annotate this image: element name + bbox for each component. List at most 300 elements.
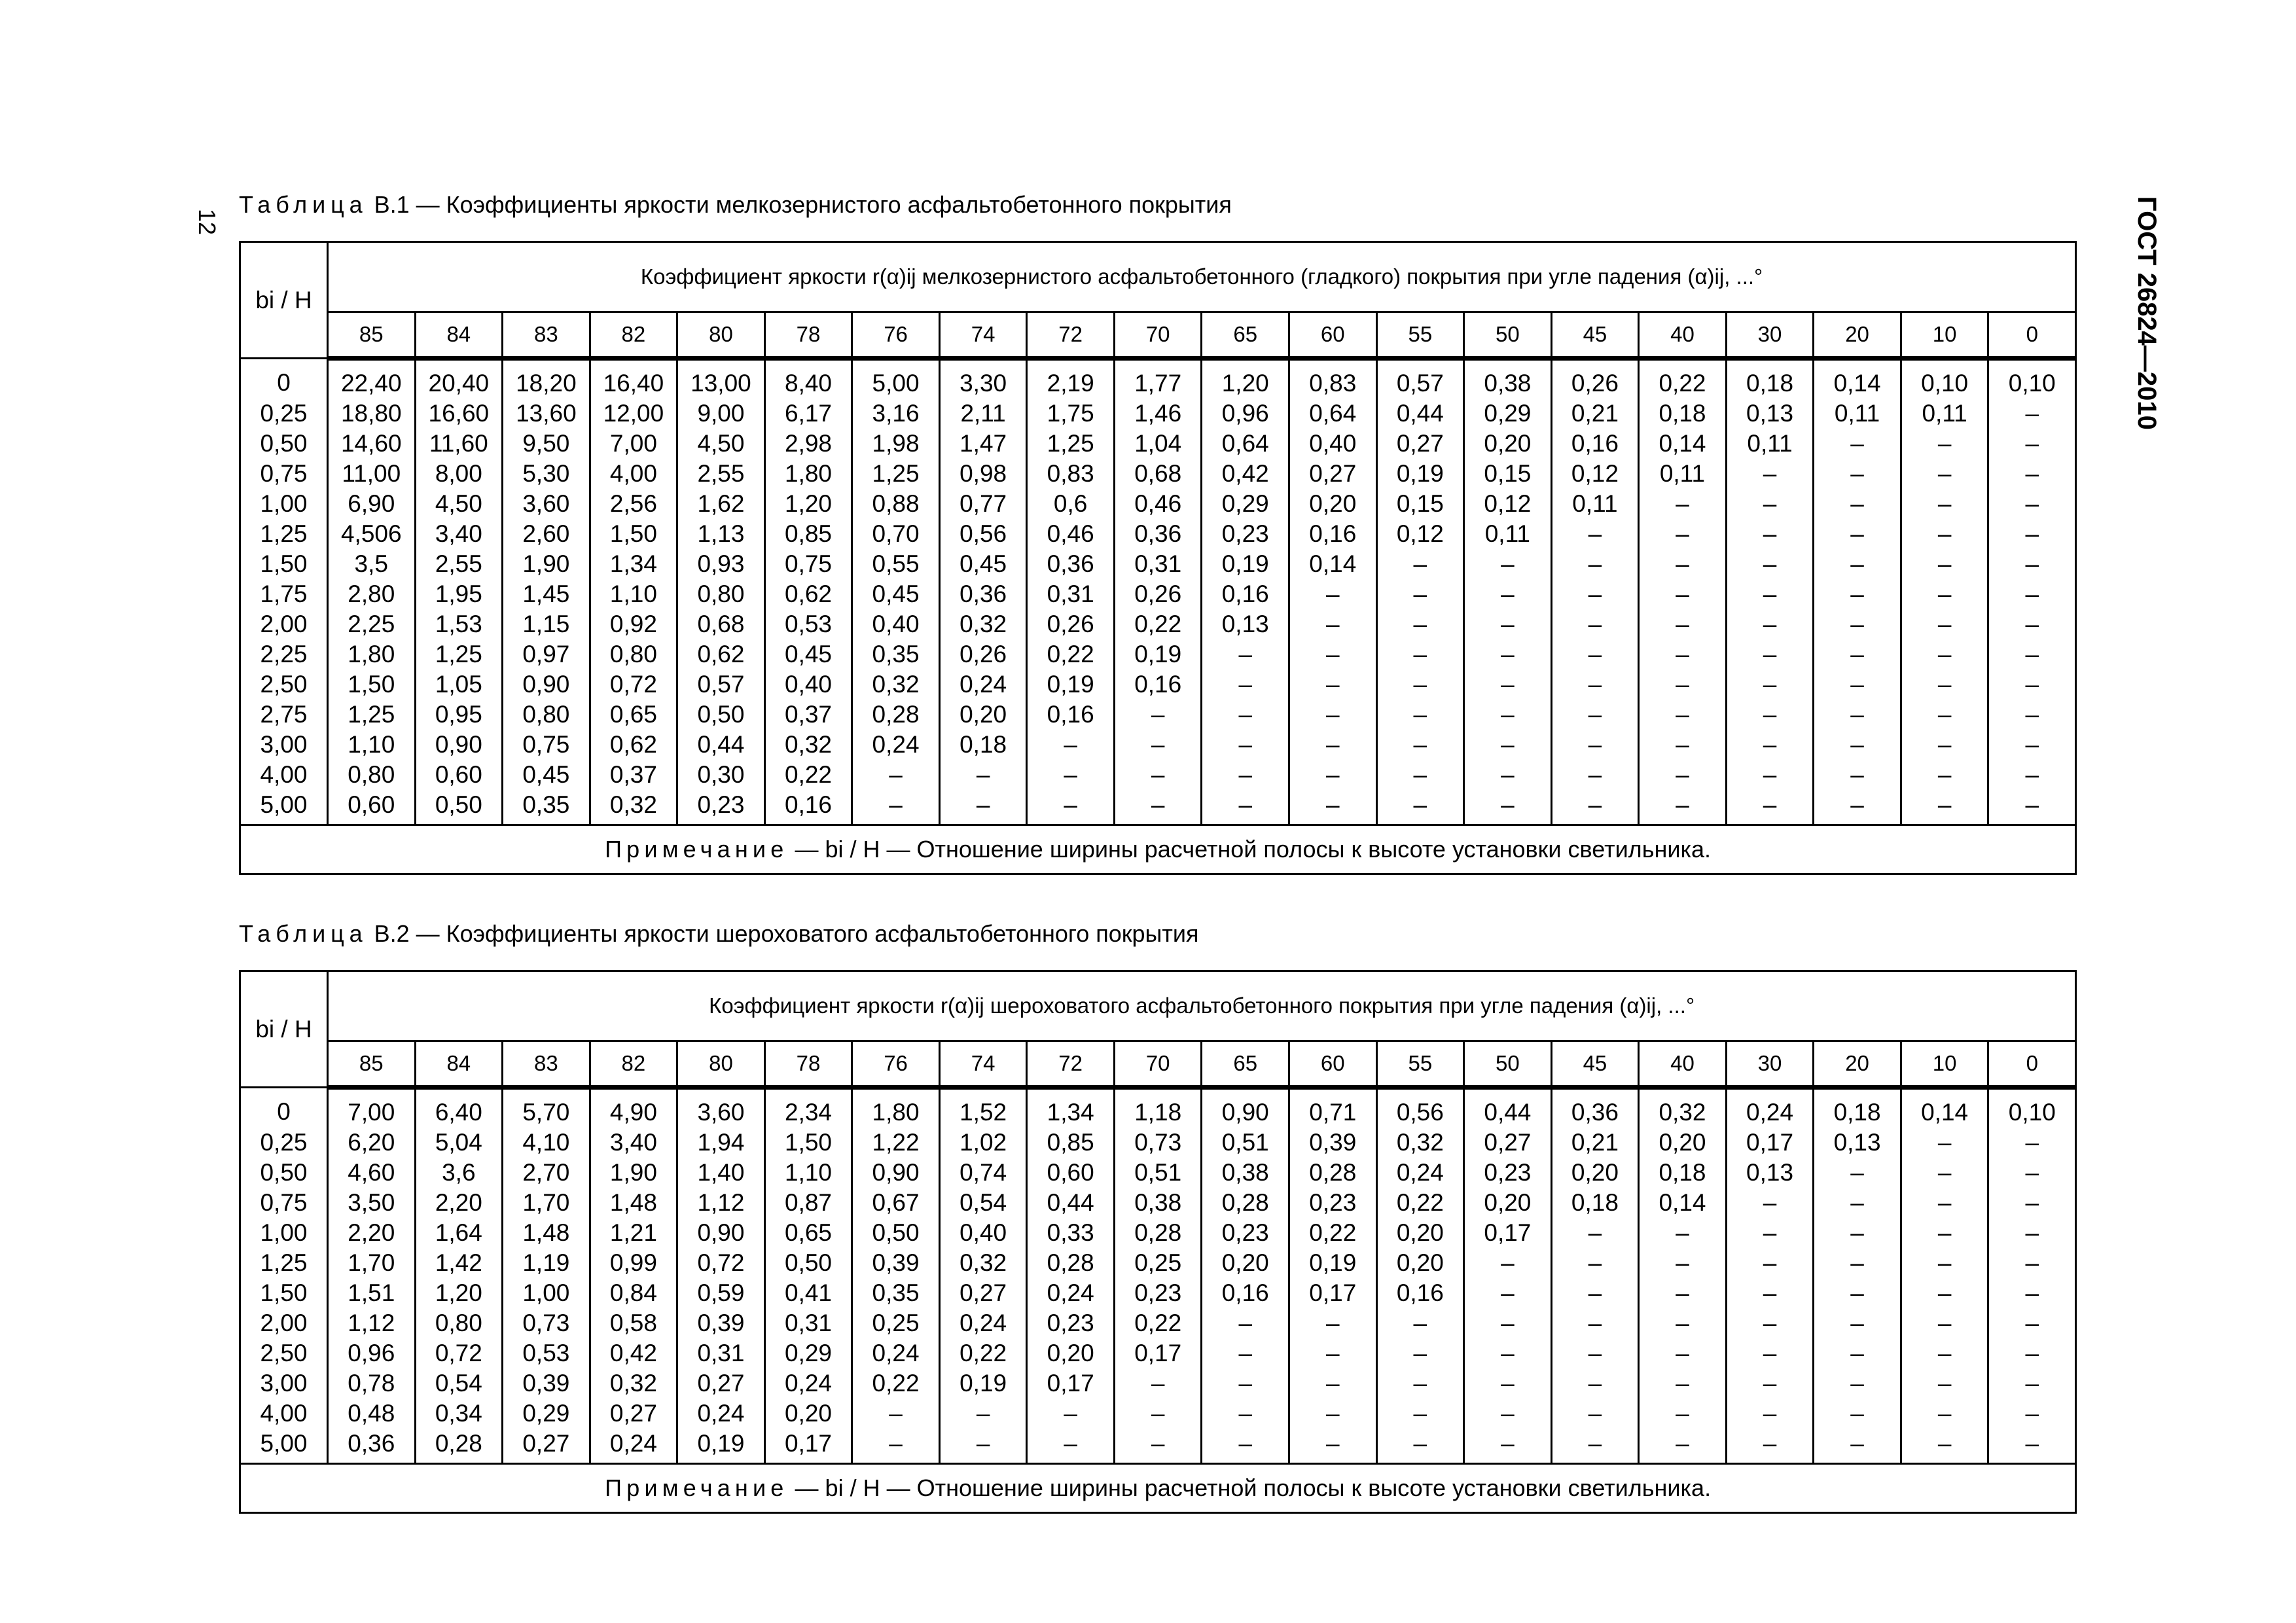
value-cell: 0,17: [1289, 1278, 1377, 1308]
value-cell: –: [1376, 639, 1464, 669]
row-label-cell: 1,25: [240, 519, 328, 549]
value-cell: –: [1901, 1429, 1988, 1464]
value-cell: –: [1726, 1429, 1814, 1464]
value-cell: 0,18: [1639, 399, 1727, 429]
table-row: [240, 639, 2076, 669]
value-cell: 0,57: [1376, 359, 1464, 399]
value-cell: 0,14: [1901, 1088, 1988, 1128]
value-cell: –: [1376, 790, 1464, 825]
value-cell: 0,50: [415, 790, 503, 825]
value-cell: 0,97: [503, 639, 590, 669]
value-cell: 0,85: [764, 519, 852, 549]
value-cell: 3,60: [677, 1088, 765, 1128]
angle-header: 74: [939, 1041, 1027, 1088]
value-cell: 0,65: [764, 1218, 852, 1248]
angle-header: 0: [1988, 312, 2076, 359]
value-cell: –: [1726, 639, 1814, 669]
angle-header: 55: [1376, 1041, 1464, 1088]
row-label-cell: 0,75: [240, 1188, 328, 1218]
value-cell: 6,90: [328, 489, 416, 519]
value-cell: 0,28: [852, 700, 940, 730]
value-cell: 1,34: [1027, 1088, 1115, 1128]
angle-header: 30: [1726, 1041, 1814, 1088]
value-cell: –: [1901, 579, 1988, 609]
value-cell: –: [1376, 549, 1464, 579]
value-cell: 0,53: [764, 609, 852, 639]
value-cell: 0,19: [1114, 639, 1202, 669]
value-cell: 0,33: [1027, 1218, 1115, 1248]
value-cell: 0,40: [764, 669, 852, 700]
value-cell: –: [1289, 1399, 1377, 1429]
value-cell: –: [1464, 730, 1552, 760]
table-2-caption-text: В.2 — Коэффициенты яркости шероховатого асфальтобетонного покрытия: [374, 920, 1199, 947]
angle-header: 65: [1202, 1041, 1289, 1088]
value-cell: –: [1464, 700, 1552, 730]
value-cell: –: [1464, 1338, 1552, 1368]
value-cell: –: [1202, 1308, 1289, 1338]
page-number: 12: [194, 208, 221, 236]
value-cell: 0,72: [590, 669, 677, 700]
value-cell: –: [1639, 1368, 1727, 1399]
value-cell: –: [1289, 790, 1377, 825]
value-cell: –: [1726, 1188, 1814, 1218]
value-cell: –: [1551, 1308, 1639, 1338]
value-cell: 0,50: [677, 700, 765, 730]
value-cell: 5,30: [503, 459, 590, 489]
value-cell: 13,60: [503, 399, 590, 429]
value-cell: 0,55: [852, 549, 940, 579]
value-cell: –: [1376, 1338, 1464, 1368]
value-cell: –: [1988, 459, 2076, 489]
value-cell: 20,40: [415, 359, 503, 399]
note-text: — bi / H — Отношение ширины расчетной полосы к высоте установки светильника.: [795, 1474, 1712, 1501]
angle-header: 20: [1814, 312, 1901, 359]
value-cell: 0,45: [852, 579, 940, 609]
angle-header: 82: [590, 1041, 677, 1088]
table-row: [240, 1248, 2076, 1278]
value-cell: 4,10: [503, 1128, 590, 1158]
value-cell: –: [1202, 1399, 1289, 1429]
value-cell: 0,70: [852, 519, 940, 549]
value-cell: 0,17: [1114, 1338, 1202, 1368]
value-cell: –: [1464, 1308, 1552, 1338]
value-cell: 0,80: [328, 760, 416, 790]
value-cell: 0,62: [590, 730, 677, 760]
value-cell: 0,88: [852, 489, 940, 519]
value-cell: 0,32: [590, 790, 677, 825]
value-cell: 0,26: [1114, 579, 1202, 609]
value-cell: 0,18: [939, 730, 1027, 760]
value-cell: 0,22: [1289, 1218, 1377, 1248]
value-cell: 0,22: [1114, 609, 1202, 639]
value-cell: 1,22: [852, 1128, 940, 1158]
value-cell: 0,54: [415, 1368, 503, 1399]
value-cell: 0,44: [1376, 399, 1464, 429]
value-cell: –: [1551, 549, 1639, 579]
table-row: [240, 790, 2076, 825]
value-cell: 0,13: [1726, 399, 1814, 429]
value-cell: 0,50: [764, 1248, 852, 1278]
value-cell: 4,50: [677, 429, 765, 459]
value-cell: 2,11: [939, 399, 1027, 429]
table-row: [240, 1308, 2076, 1338]
value-cell: –: [1376, 700, 1464, 730]
value-cell: 0,45: [503, 760, 590, 790]
value-cell: 0,28: [1202, 1188, 1289, 1218]
value-cell: 0,42: [1202, 459, 1289, 489]
value-cell: 0,59: [677, 1278, 765, 1308]
value-cell: 0,22: [764, 760, 852, 790]
value-cell: –: [1202, 700, 1289, 730]
value-cell: 0,90: [852, 1158, 940, 1188]
value-cell: 1,20: [1202, 359, 1289, 399]
value-cell: 1,12: [677, 1188, 765, 1218]
value-cell: –: [1814, 730, 1901, 760]
value-cell: –: [1289, 700, 1377, 730]
value-cell: 0,19: [1202, 549, 1289, 579]
value-cell: 1,94: [677, 1128, 765, 1158]
value-cell: 0,31: [1114, 549, 1202, 579]
value-cell: –: [1289, 1429, 1377, 1464]
value-cell: 0,53: [503, 1338, 590, 1368]
value-cell: 0,44: [1464, 1088, 1552, 1128]
value-cell: 1,80: [328, 639, 416, 669]
value-cell: 3,6: [415, 1158, 503, 1188]
value-cell: –: [1814, 489, 1901, 519]
value-cell: –: [1202, 1368, 1289, 1399]
value-cell: –: [1988, 549, 2076, 579]
value-cell: 0,80: [590, 639, 677, 669]
value-cell: 0,40: [852, 609, 940, 639]
value-cell: 1,05: [415, 669, 503, 700]
value-cell: 6,20: [328, 1128, 416, 1158]
value-cell: –: [1988, 1429, 2076, 1464]
value-cell: –: [1376, 579, 1464, 609]
value-cell: 0,38: [1114, 1188, 1202, 1218]
value-cell: 1,42: [415, 1248, 503, 1278]
value-cell: –: [1551, 609, 1639, 639]
value-cell: 5,00: [852, 359, 940, 399]
value-cell: 0,83: [1027, 459, 1115, 489]
value-cell: 0,31: [677, 1338, 765, 1368]
row-label-cell: 0,50: [240, 1158, 328, 1188]
value-cell: 0,22: [1639, 359, 1727, 399]
value-cell: –: [1901, 669, 1988, 700]
value-cell: 22,40: [328, 359, 416, 399]
value-cell: 0,11: [1639, 459, 1727, 489]
value-cell: 1,70: [328, 1248, 416, 1278]
value-cell: 3,60: [503, 489, 590, 519]
value-cell: 12,00: [590, 399, 677, 429]
angle-header: 84: [415, 1041, 503, 1088]
value-cell: 0,73: [503, 1308, 590, 1338]
value-cell: 1,15: [503, 609, 590, 639]
angle-header: 10: [1901, 312, 1988, 359]
value-cell: 0,60: [1027, 1158, 1115, 1188]
value-cell: 1,45: [503, 579, 590, 609]
value-cell: 0,23: [677, 790, 765, 825]
value-cell: –: [1027, 790, 1115, 825]
value-cell: 18,20: [503, 359, 590, 399]
value-cell: –: [1551, 700, 1639, 730]
value-cell: –: [1726, 579, 1814, 609]
value-cell: –: [1988, 730, 2076, 760]
value-cell: 0,23: [1027, 1308, 1115, 1338]
value-cell: –: [1639, 760, 1727, 790]
value-cell: 0,22: [939, 1338, 1027, 1368]
value-cell: 0,27: [503, 1429, 590, 1464]
value-cell: 0,48: [328, 1399, 416, 1429]
value-cell: 0,22: [1376, 1188, 1464, 1218]
value-cell: –: [1202, 730, 1289, 760]
value-cell: –: [1814, 1218, 1901, 1248]
value-cell: 0,45: [939, 549, 1027, 579]
table-row: [240, 730, 2076, 760]
value-cell: –: [939, 790, 1027, 825]
value-cell: 0,62: [764, 579, 852, 609]
value-cell: 0,16: [764, 790, 852, 825]
value-cell: –: [1901, 549, 1988, 579]
note-label: Примечание: [605, 1474, 789, 1501]
value-cell: 1,64: [415, 1218, 503, 1248]
value-cell: 0,28: [1027, 1248, 1115, 1278]
value-cell: 0,80: [503, 700, 590, 730]
value-cell: 2,60: [503, 519, 590, 549]
table-row: [240, 609, 2076, 639]
value-cell: 0,16: [1551, 429, 1639, 459]
row-label-cell: 0: [240, 359, 328, 399]
value-cell: –: [939, 1399, 1027, 1429]
table-1-caption-label: Таблица: [239, 191, 368, 218]
value-cell: –: [1289, 669, 1377, 700]
value-cell: 0,90: [503, 669, 590, 700]
value-cell: –: [1726, 730, 1814, 760]
value-cell: 8,00: [415, 459, 503, 489]
value-cell: –: [1464, 1248, 1552, 1278]
angle-header: 70: [1114, 1041, 1202, 1088]
value-cell: –: [1988, 519, 2076, 549]
value-cell: 1,12: [328, 1308, 416, 1338]
value-cell: –: [1639, 1399, 1727, 1429]
value-cell: 0,19: [1027, 669, 1115, 700]
value-cell: 0,35: [852, 1278, 940, 1308]
table-note: [240, 1464, 2076, 1513]
value-cell: 0,10: [1901, 359, 1988, 399]
value-cell: –: [1289, 639, 1377, 669]
table-1-caption: [239, 191, 1232, 219]
value-cell: –: [1114, 760, 1202, 790]
value-cell: 1,53: [415, 609, 503, 639]
value-cell: 0,23: [1289, 1188, 1377, 1218]
value-cell: 0,17: [1464, 1218, 1552, 1248]
value-cell: 0,27: [677, 1368, 765, 1399]
angle-header: 80: [677, 1041, 765, 1088]
value-cell: –: [1988, 399, 2076, 429]
value-cell: –: [1464, 1278, 1552, 1308]
value-cell: –: [1464, 639, 1552, 669]
value-cell: 0,11: [1464, 519, 1552, 549]
angle-header: 76: [852, 312, 940, 359]
value-cell: 2,25: [328, 609, 416, 639]
column-group-title: Коэффициент яркости r(α)ij шероховатого асфальтобетонного покрытия при угле падения (α)ij, ...°: [328, 971, 2076, 1041]
value-cell: –: [1814, 609, 1901, 639]
angle-header: 85: [328, 312, 416, 359]
row-label-cell: 1,50: [240, 1278, 328, 1308]
value-cell: –: [1901, 760, 1988, 790]
row-header: bi / H: [240, 242, 328, 359]
value-cell: 0,20: [1202, 1248, 1289, 1278]
value-cell: –: [1814, 519, 1901, 549]
value-cell: –: [939, 760, 1027, 790]
table-row: [240, 1088, 2076, 1128]
value-cell: 0,26: [939, 639, 1027, 669]
value-cell: –: [1639, 669, 1727, 700]
value-cell: 0,39: [677, 1308, 765, 1338]
value-cell: 1,95: [415, 579, 503, 609]
value-cell: –: [1901, 1308, 1988, 1338]
value-cell: –: [1988, 1128, 2076, 1158]
value-cell: –: [1726, 1278, 1814, 1308]
angle-header: 45: [1551, 1041, 1639, 1088]
value-cell: 0,10: [1988, 1088, 2076, 1128]
value-cell: –: [1988, 1278, 2076, 1308]
value-cell: 0,46: [1114, 489, 1202, 519]
value-cell: –: [1289, 609, 1377, 639]
value-cell: 0,58: [590, 1308, 677, 1338]
value-cell: –: [1114, 1429, 1202, 1464]
value-cell: 0,78: [328, 1368, 416, 1399]
value-cell: –: [1639, 1248, 1727, 1278]
value-cell: 16,40: [590, 359, 677, 399]
value-cell: 14,60: [328, 429, 416, 459]
document-id: ГОСТ 26824—2010: [2132, 196, 2161, 430]
value-cell: 1,48: [590, 1188, 677, 1218]
value-cell: 0,30: [677, 760, 765, 790]
value-cell: –: [1901, 790, 1988, 825]
value-cell: 0,28: [415, 1429, 503, 1464]
column-group-title: Коэффициент яркости r(α)ij мелкозернистого асфальтобетонного (гладкого) покрытия при угле падения (α)ij, ...°: [328, 242, 2076, 312]
table-2-caption: [239, 920, 1199, 948]
value-cell: 0,11: [1551, 489, 1639, 519]
table-row: [240, 760, 2076, 790]
value-cell: 1,50: [764, 1128, 852, 1158]
value-cell: –: [1639, 609, 1727, 639]
row-label-cell: 1,00: [240, 489, 328, 519]
table-row: [240, 1399, 2076, 1429]
value-cell: 1,40: [677, 1158, 765, 1188]
row-label-cell: 0,25: [240, 399, 328, 429]
row-label-cell: 2,50: [240, 669, 328, 700]
value-cell: 0,41: [764, 1278, 852, 1308]
value-cell: –: [1814, 1278, 1901, 1308]
value-cell: 1,19: [503, 1248, 590, 1278]
value-cell: 0,20: [1027, 1338, 1115, 1368]
value-cell: 0,25: [1114, 1248, 1202, 1278]
angle-header: 82: [590, 312, 677, 359]
value-cell: –: [1901, 700, 1988, 730]
angle-header: 65: [1202, 312, 1289, 359]
value-cell: –: [1464, 1368, 1552, 1399]
value-cell: 2,70: [503, 1158, 590, 1188]
value-cell: –: [1551, 1429, 1639, 1464]
value-cell: 0,40: [939, 1218, 1027, 1248]
table-row: [240, 489, 2076, 519]
value-cell: 0,96: [328, 1338, 416, 1368]
value-cell: 0,17: [1027, 1368, 1115, 1399]
value-cell: –: [1726, 459, 1814, 489]
value-cell: –: [1988, 609, 2076, 639]
value-cell: –: [1901, 730, 1988, 760]
value-cell: –: [1814, 760, 1901, 790]
value-cell: –: [1901, 519, 1988, 549]
value-cell: –: [1639, 700, 1727, 730]
angle-header: 72: [1027, 312, 1115, 359]
row-label-cell: 3,00: [240, 1368, 328, 1399]
value-cell: 1,48: [503, 1218, 590, 1248]
value-cell: –: [1376, 730, 1464, 760]
value-cell: –: [1114, 1368, 1202, 1399]
value-cell: 8,40: [764, 359, 852, 399]
value-cell: 0,36: [939, 579, 1027, 609]
value-cell: 0,39: [852, 1248, 940, 1278]
angle-header: 83: [503, 1041, 590, 1088]
value-cell: 0,64: [1202, 429, 1289, 459]
angle-header: 40: [1639, 1041, 1727, 1088]
value-cell: –: [1289, 760, 1377, 790]
value-cell: 0,24: [677, 1399, 765, 1429]
value-cell: 5,70: [503, 1088, 590, 1128]
row-label-cell: 2,00: [240, 1308, 328, 1338]
value-cell: –: [1551, 760, 1639, 790]
value-cell: –: [1726, 1399, 1814, 1429]
value-cell: 1,50: [590, 519, 677, 549]
table-row: [240, 399, 2076, 429]
value-cell: 9,00: [677, 399, 765, 429]
value-cell: –: [1726, 1338, 1814, 1368]
value-cell: 0,24: [764, 1368, 852, 1399]
value-cell: 0,20: [764, 1399, 852, 1429]
value-cell: –: [1639, 1278, 1727, 1308]
value-cell: 0,28: [1289, 1158, 1377, 1188]
angle-header: 55: [1376, 312, 1464, 359]
value-cell: 0,40: [1289, 429, 1377, 459]
value-cell: –: [1988, 1399, 2076, 1429]
row-label-cell: 0: [240, 1088, 328, 1128]
value-cell: 0,83: [1289, 359, 1377, 399]
value-cell: 0,90: [677, 1218, 765, 1248]
value-cell: –: [1289, 1338, 1377, 1368]
value-cell: 1,25: [852, 459, 940, 489]
value-cell: 1,25: [328, 700, 416, 730]
value-cell: 0,24: [939, 669, 1027, 700]
value-cell: –: [1726, 489, 1814, 519]
value-cell: 0,12: [1551, 459, 1639, 489]
value-cell: –: [1639, 1308, 1727, 1338]
value-cell: –: [1814, 1368, 1901, 1399]
value-cell: 0,23: [1202, 1218, 1289, 1248]
value-cell: 0,68: [1114, 459, 1202, 489]
row-label-cell: 1,25: [240, 1248, 328, 1278]
value-cell: 0,16: [1114, 669, 1202, 700]
value-cell: 0,10: [1988, 359, 2076, 399]
value-cell: –: [1988, 1188, 2076, 1218]
value-cell: 6,40: [415, 1088, 503, 1128]
value-cell: 0,13: [1202, 609, 1289, 639]
table-row: [240, 579, 2076, 609]
value-cell: 0,27: [939, 1278, 1027, 1308]
value-cell: –: [1726, 1368, 1814, 1399]
value-cell: 0,12: [1376, 519, 1464, 549]
